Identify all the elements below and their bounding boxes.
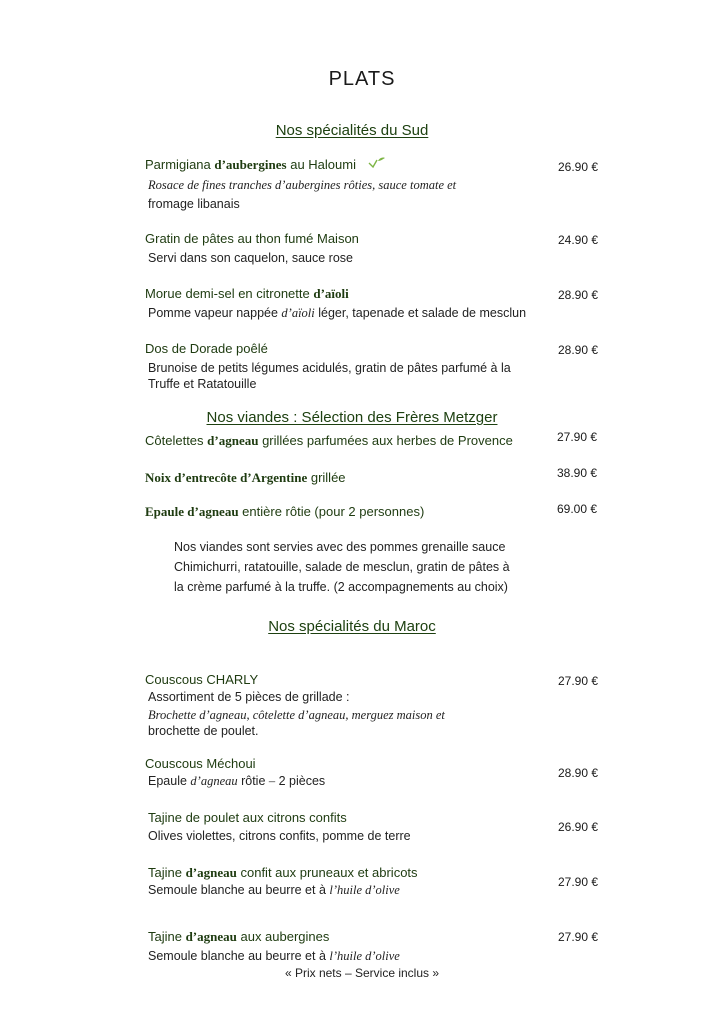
item-name-dorade: Dos de Dorade poêlé — [145, 341, 268, 356]
item-price-gratin: 24.90 € — [558, 233, 599, 247]
item-desc-tajine-pruneaux: Semoule blanche au beurre et à l’huile d’olive — [148, 883, 400, 897]
item-price-tajine-pruneaux: 27.90 € — [558, 875, 599, 889]
item-desc-tajine-aubergines: Semoule blanche au beurre et à l’huile d’olive — [148, 949, 400, 963]
vegetarian-icon — [368, 157, 386, 169]
item-desc-couscous-charly: Assortiment de 5 pièces de grillade : — [148, 690, 350, 704]
item-name-tajine-aubergines: Tajine d’agneau aux aubergines — [148, 929, 330, 944]
item-name-tajine-poulet: Tajine de poulet aux citrons confits — [148, 810, 347, 825]
item-name-couscous-charly: Couscous CHARLY — [145, 672, 259, 687]
item-desc-couscous-mechoui: Epaule d’agneau rôtie – 2 pièces — [148, 774, 326, 788]
item-price-couscous-mechoui: 28.90 € — [558, 766, 599, 780]
item-name-couscous-mechoui: Couscous Méchoui — [145, 756, 256, 771]
footer-note: « Prix nets – Service inclus » — [284, 966, 440, 980]
item-price-dorade: 28.90 € — [558, 343, 599, 357]
section-heading-maroc: Nos spécialités du Maroc — [268, 618, 436, 635]
item-desc-parmigiana-2: fromage libanais — [148, 197, 240, 211]
item-desc-couscous-charly-2: Brochette d’agneau, côtelette d’agneau, merguez maison et — [148, 708, 445, 722]
item-desc-gratin: Servi dans son caquelon, sauce rose — [148, 251, 353, 265]
section-heading-viandes: Nos viandes : Sélection des Frères Metzger — [206, 409, 498, 426]
item-price-entrecote: 38.90 € — [557, 466, 598, 480]
item-desc-parmigiana: Rosace de fines tranches d’aubergines rôties, sauce tomate et — [148, 178, 457, 192]
item-desc-dorade: Brunoise de petits légumes acidulés, gratin de pâtes parfumé à la — [148, 361, 511, 375]
item-name-parmigiana: Parmigiana d’aubergines au Haloumi — [145, 157, 386, 173]
item-price-tajine-poulet: 26.90 € — [558, 820, 599, 834]
item-price-morue: 28.90 € — [558, 288, 599, 302]
item-price-tajine-aubergines: 27.90 € — [558, 930, 599, 944]
item-price-couscous-charly: 27.90 € — [558, 674, 599, 688]
item-name-cotelettes: Côtelettes d’agneau grillées parfumées aux herbes de Provence — [145, 433, 513, 448]
item-price-cotelettes: 27.90 € — [557, 430, 598, 444]
item-desc-tajine-poulet: Olives violettes, citrons confits, pomme de terre — [148, 829, 411, 843]
item-name-entrecote: Noix d’entrecôte d’Argentine grillée — [145, 470, 346, 485]
item-name-gratin: Gratin de pâtes au thon fumé Maison — [145, 231, 359, 246]
item-desc-dorade-2: Truffe et Ratatouille — [148, 377, 257, 391]
item-desc-morue: Pomme vapeur nappée d’aïoli léger, tapenade et salade de mesclun — [148, 306, 527, 320]
page-title: PLATS — [328, 68, 396, 90]
item-name-morue: Morue demi-sel en citronette d’aïoli — [145, 286, 349, 301]
item-name-tajine-pruneaux: Tajine d’agneau confit aux pruneaux et abricots — [148, 865, 418, 880]
item-price-epaule: 69.00 € — [557, 502, 598, 516]
item-price-parmigiana: 26.90 € — [558, 160, 599, 174]
section-heading-sud: Nos spécialités du Sud — [275, 122, 429, 139]
viandes-note: Nos viandes sont servies avec des pommes grenaille sauce Chimichurri, ratatouille, salade de mesclun, gratin de pâtes à la crème parfumé à la truffe. (2 accompagnements au choix) — [174, 540, 510, 594]
item-desc-couscous-charly-3: brochette de poulet. — [148, 724, 259, 738]
item-name-epaule: Epaule d’agneau entière rôtie (pour 2 personnes) — [145, 504, 425, 519]
